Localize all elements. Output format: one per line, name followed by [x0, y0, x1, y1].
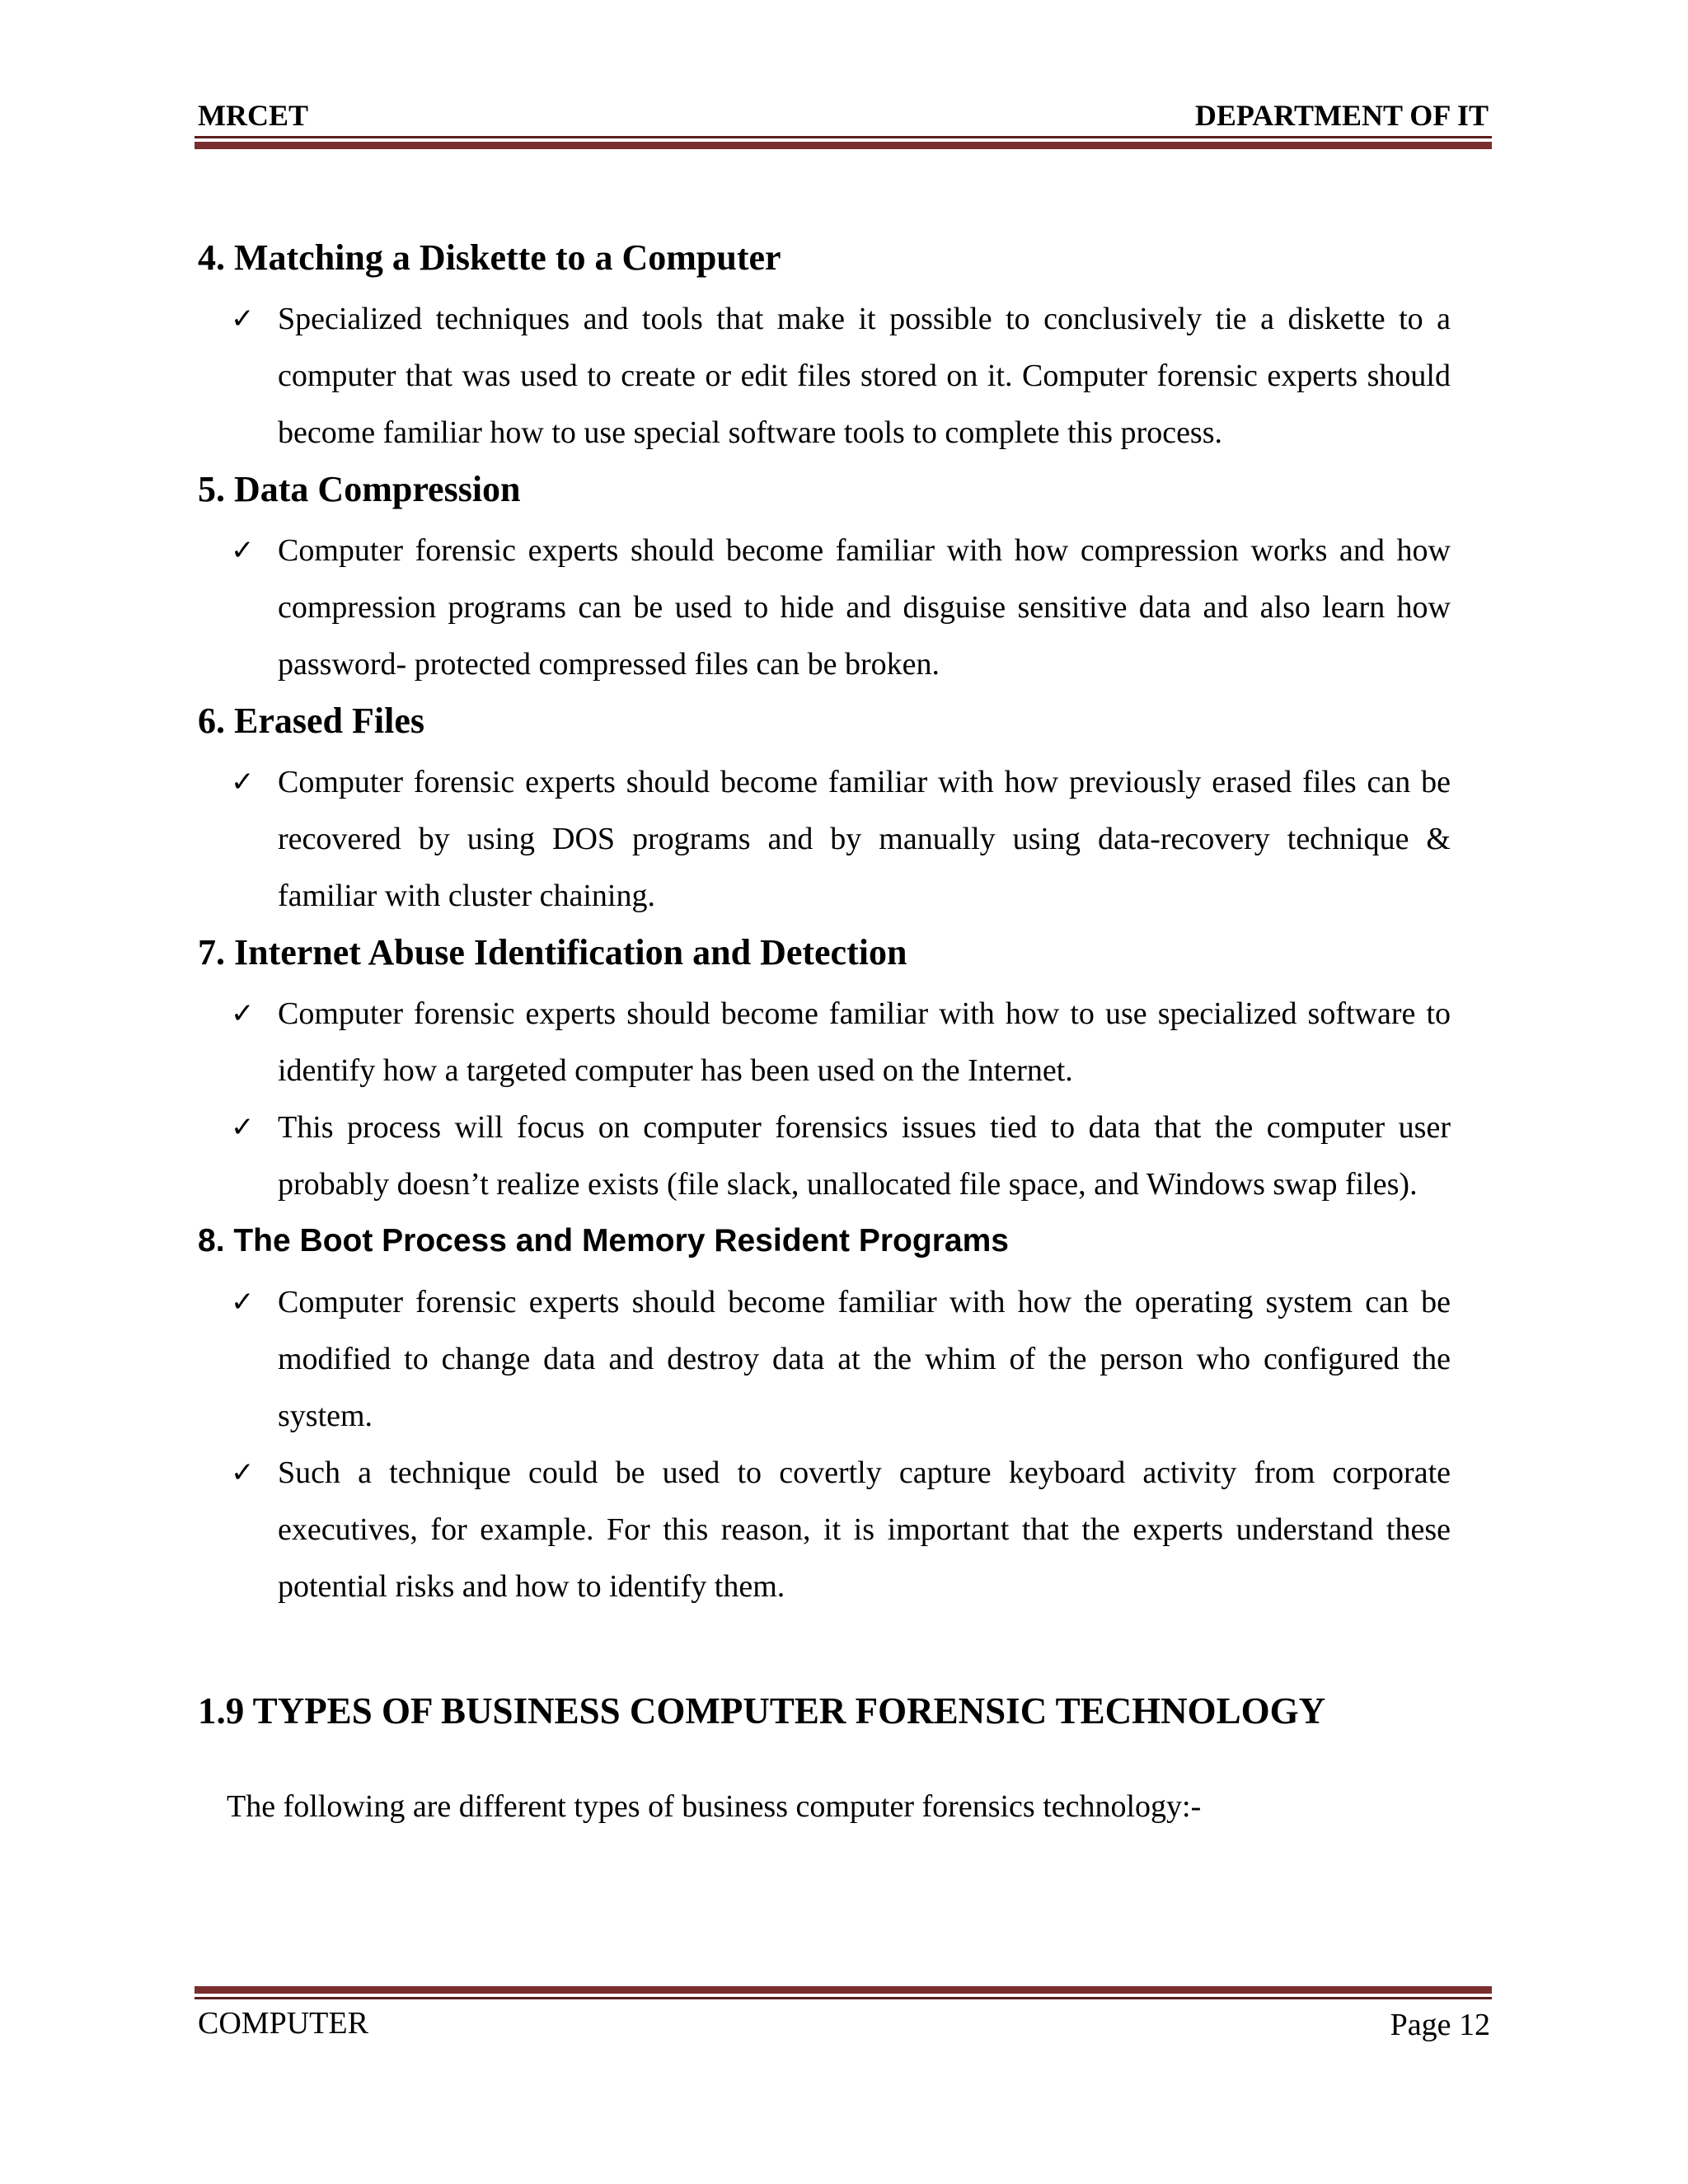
- bullet-list: [198, 986, 1451, 1213]
- section-heading: 8. The Boot Process and Memory Resident Programs: [198, 1223, 1009, 1258]
- bullet-text: Specialized techniques and tools that make it possible to conclusively tie a diskette to a computer that was used to create or edit files stored on it. Computer forensic experts should become familiar how to use special software tools to complete this process.: [278, 302, 1451, 450]
- checkmark-icon: ✓: [231, 534, 255, 567]
- intro-paragraph: The following are different types of business computer forensics technology:-: [227, 1789, 1202, 1824]
- header-department: DEPARTMENT OF IT: [1194, 99, 1489, 132]
- bullet-list: [198, 291, 1451, 462]
- footer-subject: COMPUTER: [198, 2006, 368, 2041]
- list-item: [198, 1445, 1451, 1615]
- checkmark-icon: ✓: [231, 302, 255, 335]
- page-header: [198, 97, 1489, 138]
- types-heading: 1.9 TYPES OF BUSINESS COMPUTER FORENSIC TECHNOLOGY: [198, 1690, 1326, 1732]
- bullet-list: [198, 1274, 1451, 1615]
- bullet-text: Such a technique could be used to covertly capture keyboard activity from corporate executives, for example. For this reason, it is important that the experts understand these potential risks and how to identify them.: [278, 1455, 1451, 1604]
- bullet-text: Computer forensic experts should become familiar with how to use specialized software to identify how a targeted computer has been used on the Internet.: [278, 996, 1451, 1088]
- list-item: [198, 986, 1451, 1099]
- footer-rule-thin: [195, 1997, 1492, 1999]
- bullet-list: [198, 523, 1451, 693]
- bullet-text: Computer forensic experts should become familiar with how the operating system can be modified to change data and destroy data at the whim of the person who configured the system.: [278, 1285, 1451, 1433]
- bullet-text: Computer forensic experts should become familiar with how compression works and how compression programs can be used to hide and disguise sensitive data and also learn how password- protected compressed files can be broken.: [278, 533, 1451, 682]
- list-item: [198, 1274, 1451, 1445]
- checkmark-icon: ✓: [231, 1111, 255, 1144]
- section-heading: 5. Data Compression: [198, 469, 521, 509]
- section-heading: 4. Matching a Diskette to a Computer: [198, 237, 781, 278]
- list-item: [198, 291, 1451, 462]
- checkmark-icon: ✓: [231, 1286, 255, 1319]
- header-rule: [195, 136, 1492, 149]
- section-heading: 6. Erased Files: [198, 701, 424, 741]
- bullet-text: Computer forensic experts should become familiar with how previously erased files can be recovered by using DOS programs and by manually using data-recovery technique & familiar with cluster chaining.: [278, 765, 1451, 913]
- footer-rule: [195, 1986, 1492, 1999]
- list-item: [198, 1099, 1451, 1213]
- checkmark-icon: ✓: [231, 997, 255, 1030]
- footer-rule-thick: [195, 1986, 1492, 1994]
- list-item: [198, 523, 1451, 693]
- bullet-list: [198, 754, 1451, 925]
- section-heading: 7. Internet Abuse Identification and Detection: [198, 932, 907, 972]
- page-number: Page 12: [1390, 2008, 1490, 2042]
- bullet-text: This process will focus on computer forensics issues tied to data that the computer user probably doesn’t realize exists (file slack, unallocated file space, and Windows swap files).: [278, 1110, 1451, 1202]
- list-item: [198, 754, 1451, 925]
- page-content: [198, 235, 1451, 1831]
- checkmark-icon: ✓: [231, 1456, 255, 1489]
- header-rule-thick: [195, 142, 1492, 149]
- header-institution: MRCET: [198, 99, 308, 132]
- checkmark-icon: ✓: [231, 766, 255, 799]
